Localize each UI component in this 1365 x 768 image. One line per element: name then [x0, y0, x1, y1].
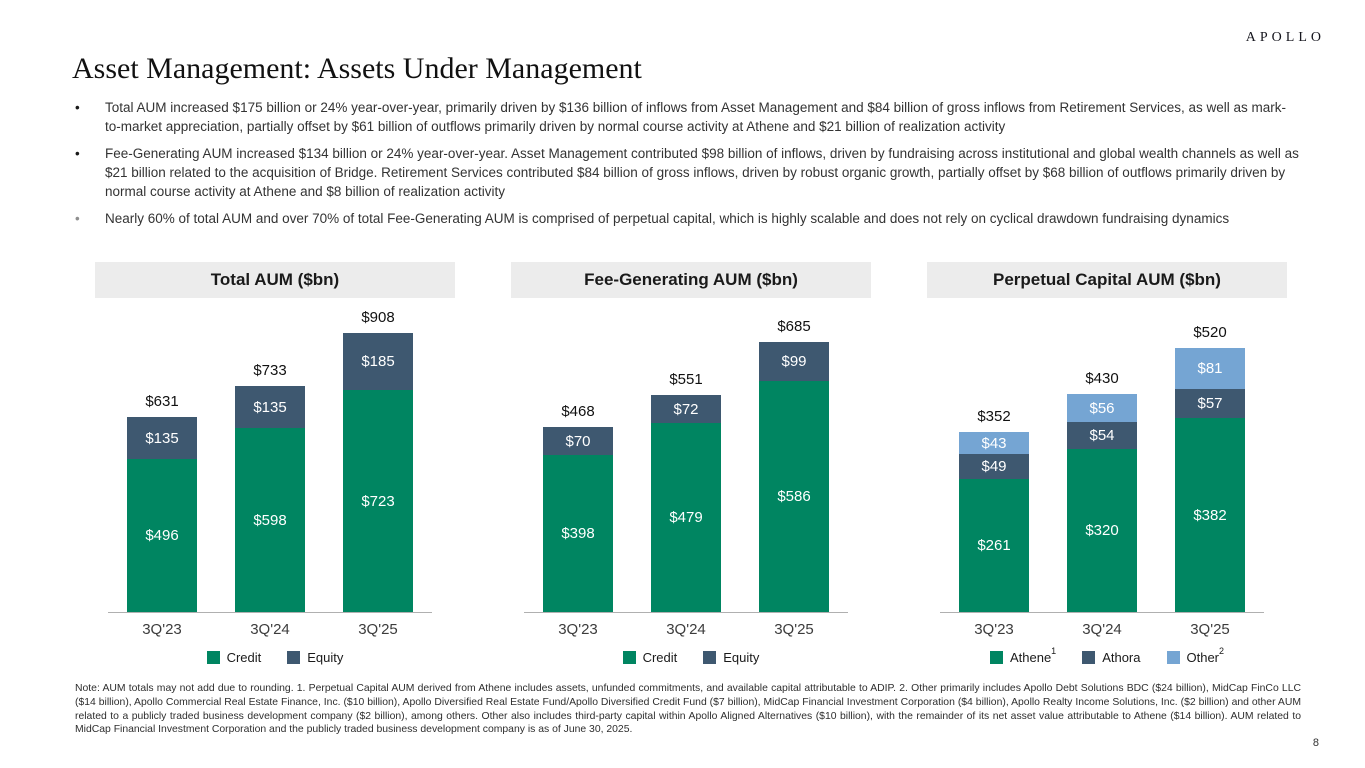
- bar-segment-value: $72: [673, 400, 699, 418]
- summary-bullets: [75, 99, 1299, 238]
- bar-segment-value: $185: [361, 353, 395, 370]
- x-axis-label: 3Q'24: [250, 621, 290, 638]
- bar-segment-equity: [343, 333, 413, 390]
- bar-segment-equity: [651, 395, 721, 423]
- x-axis-labels: [95, 621, 455, 638]
- page-number: 8: [1312, 737, 1319, 749]
- bar-segment-athene: [1067, 449, 1137, 612]
- x-axis-labels: [927, 621, 1287, 638]
- bar-segment-value: $723: [361, 492, 395, 510]
- bullet-text: Fee-Generating AUM increased $134 billion or 24% year-over-year. Asset Management contributed $98 billion of inflows, driven by fundraising across institutional and global wealth channels as well as $21 billion related to the acquisition of Bridge. Retirement Services contributed $84 billion of gross inflows, driven by robust organic growth, partially offset by $68 billion of outflows primarily driven by normal course activity at Athene and $8 billion of realization activity: [105, 146, 1299, 199]
- bullet-total-aum: [75, 99, 1299, 136]
- chart-title-band: [95, 262, 455, 298]
- bar-segment-other: [959, 432, 1029, 454]
- bar-3q'24: [216, 362, 324, 612]
- bullet-marker: •: [75, 146, 80, 162]
- bar-segment-athene: [1175, 418, 1245, 612]
- bar-segment-athora: [959, 454, 1029, 479]
- bar-segment-equity: [543, 427, 613, 455]
- legend-label: Credit: [226, 650, 262, 665]
- bar-segment-value: $99: [781, 353, 807, 370]
- chart-title-band: [511, 262, 871, 298]
- bar-segment-value: $135: [253, 398, 287, 416]
- bar-segment-value: $496: [145, 527, 179, 544]
- bullet-text: Total AUM increased $175 billion or 24% year-over-year, primarily driven by $136 billion of inflows from Asset Management and $84 billion of gross inflows from Retirement Services, as well as mark-to-market appreciation, partially offset by $61 billion of outflows primarily driven by normal course activity at Athene and $21 billion of realization activity: [105, 100, 1287, 134]
- bullet-text: Nearly 60% of total AUM and over 70% of total Fee-Generating AUM is comprised of perpetual capital, which is highly scalable and does not rely on cyclical drawdown fundraising dynamics: [105, 211, 1230, 227]
- legend-swatch: [623, 651, 636, 664]
- bar-segment-credit: [759, 381, 829, 612]
- x-axis-label: 3Q'24: [1082, 621, 1122, 638]
- chart-legend: [511, 650, 871, 665]
- bar-total-label: $908: [361, 309, 395, 326]
- legend-item-athora: [1082, 650, 1140, 665]
- x-axis-line: [108, 612, 432, 613]
- bar-total-label: $520: [1193, 324, 1227, 341]
- bar-segment-credit: [235, 428, 305, 612]
- bar-segment-equity: [127, 417, 197, 459]
- legend-superscript: 2: [1219, 646, 1225, 656]
- bar-segment-value: $49: [981, 458, 1007, 475]
- x-axis-label: 3Q'25: [1190, 621, 1230, 638]
- legend-item-athene: [990, 646, 1057, 665]
- bar-total-label: $631: [145, 393, 179, 410]
- bullet-marker: •: [75, 100, 80, 115]
- legend-swatch: [1082, 651, 1095, 664]
- bar-segment-value: $398: [561, 525, 595, 542]
- bar-3q'25: [1156, 324, 1264, 612]
- bar-segment-value: $320: [1085, 522, 1119, 539]
- bar-segment-credit: [127, 459, 197, 612]
- legend-label: Other: [1186, 650, 1220, 665]
- bullet-fee-generating-aum: [75, 145, 1299, 201]
- plot-area: [511, 298, 871, 612]
- chart-title: Total AUM ($bn): [210, 270, 340, 289]
- x-axis-label: 3Q'25: [358, 621, 398, 638]
- bar-segment-value: $586: [777, 488, 811, 505]
- bar-segment-credit: [651, 423, 721, 612]
- chart-legend: [927, 646, 1287, 665]
- x-axis-label: 3Q'24: [666, 621, 706, 638]
- bullet-perpetual-capital: [75, 210, 1299, 229]
- bar-segment-value: $54: [1089, 427, 1115, 444]
- bar-segment-value: $261: [977, 537, 1011, 554]
- bar-total-label: $733: [253, 362, 287, 379]
- legend-item-credit: [207, 650, 262, 665]
- bar-segment-other: [1175, 348, 1245, 389]
- legend-label: Athora: [1102, 650, 1141, 665]
- bar-3q'23: [940, 408, 1048, 612]
- x-axis-label: 3Q'25: [774, 621, 814, 638]
- legend-item-other: [1167, 646, 1225, 665]
- bar-segment-athora: [1175, 389, 1245, 418]
- chart-fee-generating-aum: [511, 262, 871, 665]
- bar-3q'24: [632, 371, 740, 612]
- legend-swatch: [990, 651, 1003, 664]
- bar-segment-credit: [343, 390, 413, 612]
- legend-item-credit: [623, 650, 678, 665]
- bar-segment-value: $56: [1089, 399, 1115, 417]
- bar-total-label: $551: [669, 371, 703, 388]
- bar-segment-value: $43: [981, 434, 1007, 452]
- chart-total-aum: [95, 262, 455, 665]
- bar-total-label: $352: [977, 408, 1011, 425]
- legend-label: Equity: [723, 650, 760, 665]
- legend-label: Athene: [1009, 650, 1052, 665]
- legend-swatch: [1167, 651, 1180, 664]
- legend-swatch: [287, 651, 300, 664]
- bar-segment-other: [1067, 394, 1137, 422]
- legend-item-equity: [287, 650, 343, 665]
- bar-segment-value: $598: [253, 511, 287, 529]
- chart-title: Fee-Generating AUM ($bn): [584, 270, 798, 289]
- x-axis-label: 3Q'23: [974, 621, 1014, 638]
- x-axis-label: 3Q'23: [558, 621, 598, 638]
- bar-segment-value: $81: [1197, 360, 1223, 377]
- bar-3q'23: [524, 403, 632, 612]
- bullet-marker: •: [75, 211, 80, 227]
- bar-3q'25: [324, 309, 432, 612]
- x-axis-line: [524, 612, 848, 613]
- chart-perpetual-capital-aum: [927, 262, 1287, 665]
- plot-area: [927, 298, 1287, 612]
- legend-label: Equity: [307, 650, 344, 665]
- bar-3q'23: [108, 393, 216, 612]
- page-title: Asset Management: Assets Under Management: [72, 52, 642, 85]
- bar-segment-athene: [959, 479, 1029, 612]
- chart-legend: [95, 650, 455, 665]
- bar-segment-value: $382: [1193, 506, 1227, 524]
- bar-segment-athora: [1067, 422, 1137, 449]
- charts-row: [95, 262, 1287, 665]
- bar-segment-credit: [543, 455, 613, 612]
- chart-title: Perpetual Capital AUM ($bn): [993, 270, 1221, 289]
- bar-3q'24: [1048, 370, 1156, 612]
- legend-superscript: 1: [1051, 646, 1057, 656]
- bar-segment-value: $135: [145, 429, 179, 447]
- x-axis-labels: [511, 621, 871, 638]
- bar-total-label: $468: [561, 403, 595, 420]
- x-axis-line: [940, 612, 1264, 613]
- chart-title-band: [927, 262, 1287, 298]
- bar-segment-equity: [235, 386, 305, 428]
- legend-swatch: [703, 651, 716, 664]
- legend-swatch: [207, 651, 220, 664]
- bar-segment-value: $57: [1197, 395, 1223, 412]
- bar-segment-equity: [759, 342, 829, 381]
- footnote: Note: AUM totals may not add due to rounding. 1. Perpetual Capital AUM derived from Athene includes assets, unfunded commitments, and available capital attributable to ADIP. 2. Other primarily includes Apollo Debt Solutions BDC ($24 billion), MidCap FinCo LLC ($14 billion), Apollo Commercial Real Estate Finance, Inc. ($10 billion), Apollo Diversified Real Estate Fund/Apollo Diversified Credit Fund ($7 billion), MidCap Financial Investment Corporation ($4 billion), Apollo Realty Income Solutions, Inc. ($2 billion) and other AUM related to a publicly traded business development company ($2 billion), among others. Other also includes third-party capital within Apollo Aligned Alternatives ($10 billion), with the remainder of its net asset value attributable to Athene ($14 billion). AUM related to MidCap Financial Investment Corporation and the publicly traded business development company is as of June 30, 2025.: [75, 683, 1301, 736]
- bar-segment-value: $479: [669, 509, 703, 526]
- bar-segment-value: $70: [565, 432, 591, 450]
- legend-label: Credit: [642, 650, 678, 665]
- bar-3q'25: [740, 318, 848, 612]
- apollo-logo: APOLLO: [1245, 30, 1325, 45]
- bar-total-label: $430: [1085, 370, 1119, 387]
- x-axis-label: 3Q'23: [142, 621, 182, 638]
- legend-item-equity: [703, 650, 759, 665]
- plot-area: [95, 298, 455, 612]
- bar-total-label: $685: [777, 318, 811, 335]
